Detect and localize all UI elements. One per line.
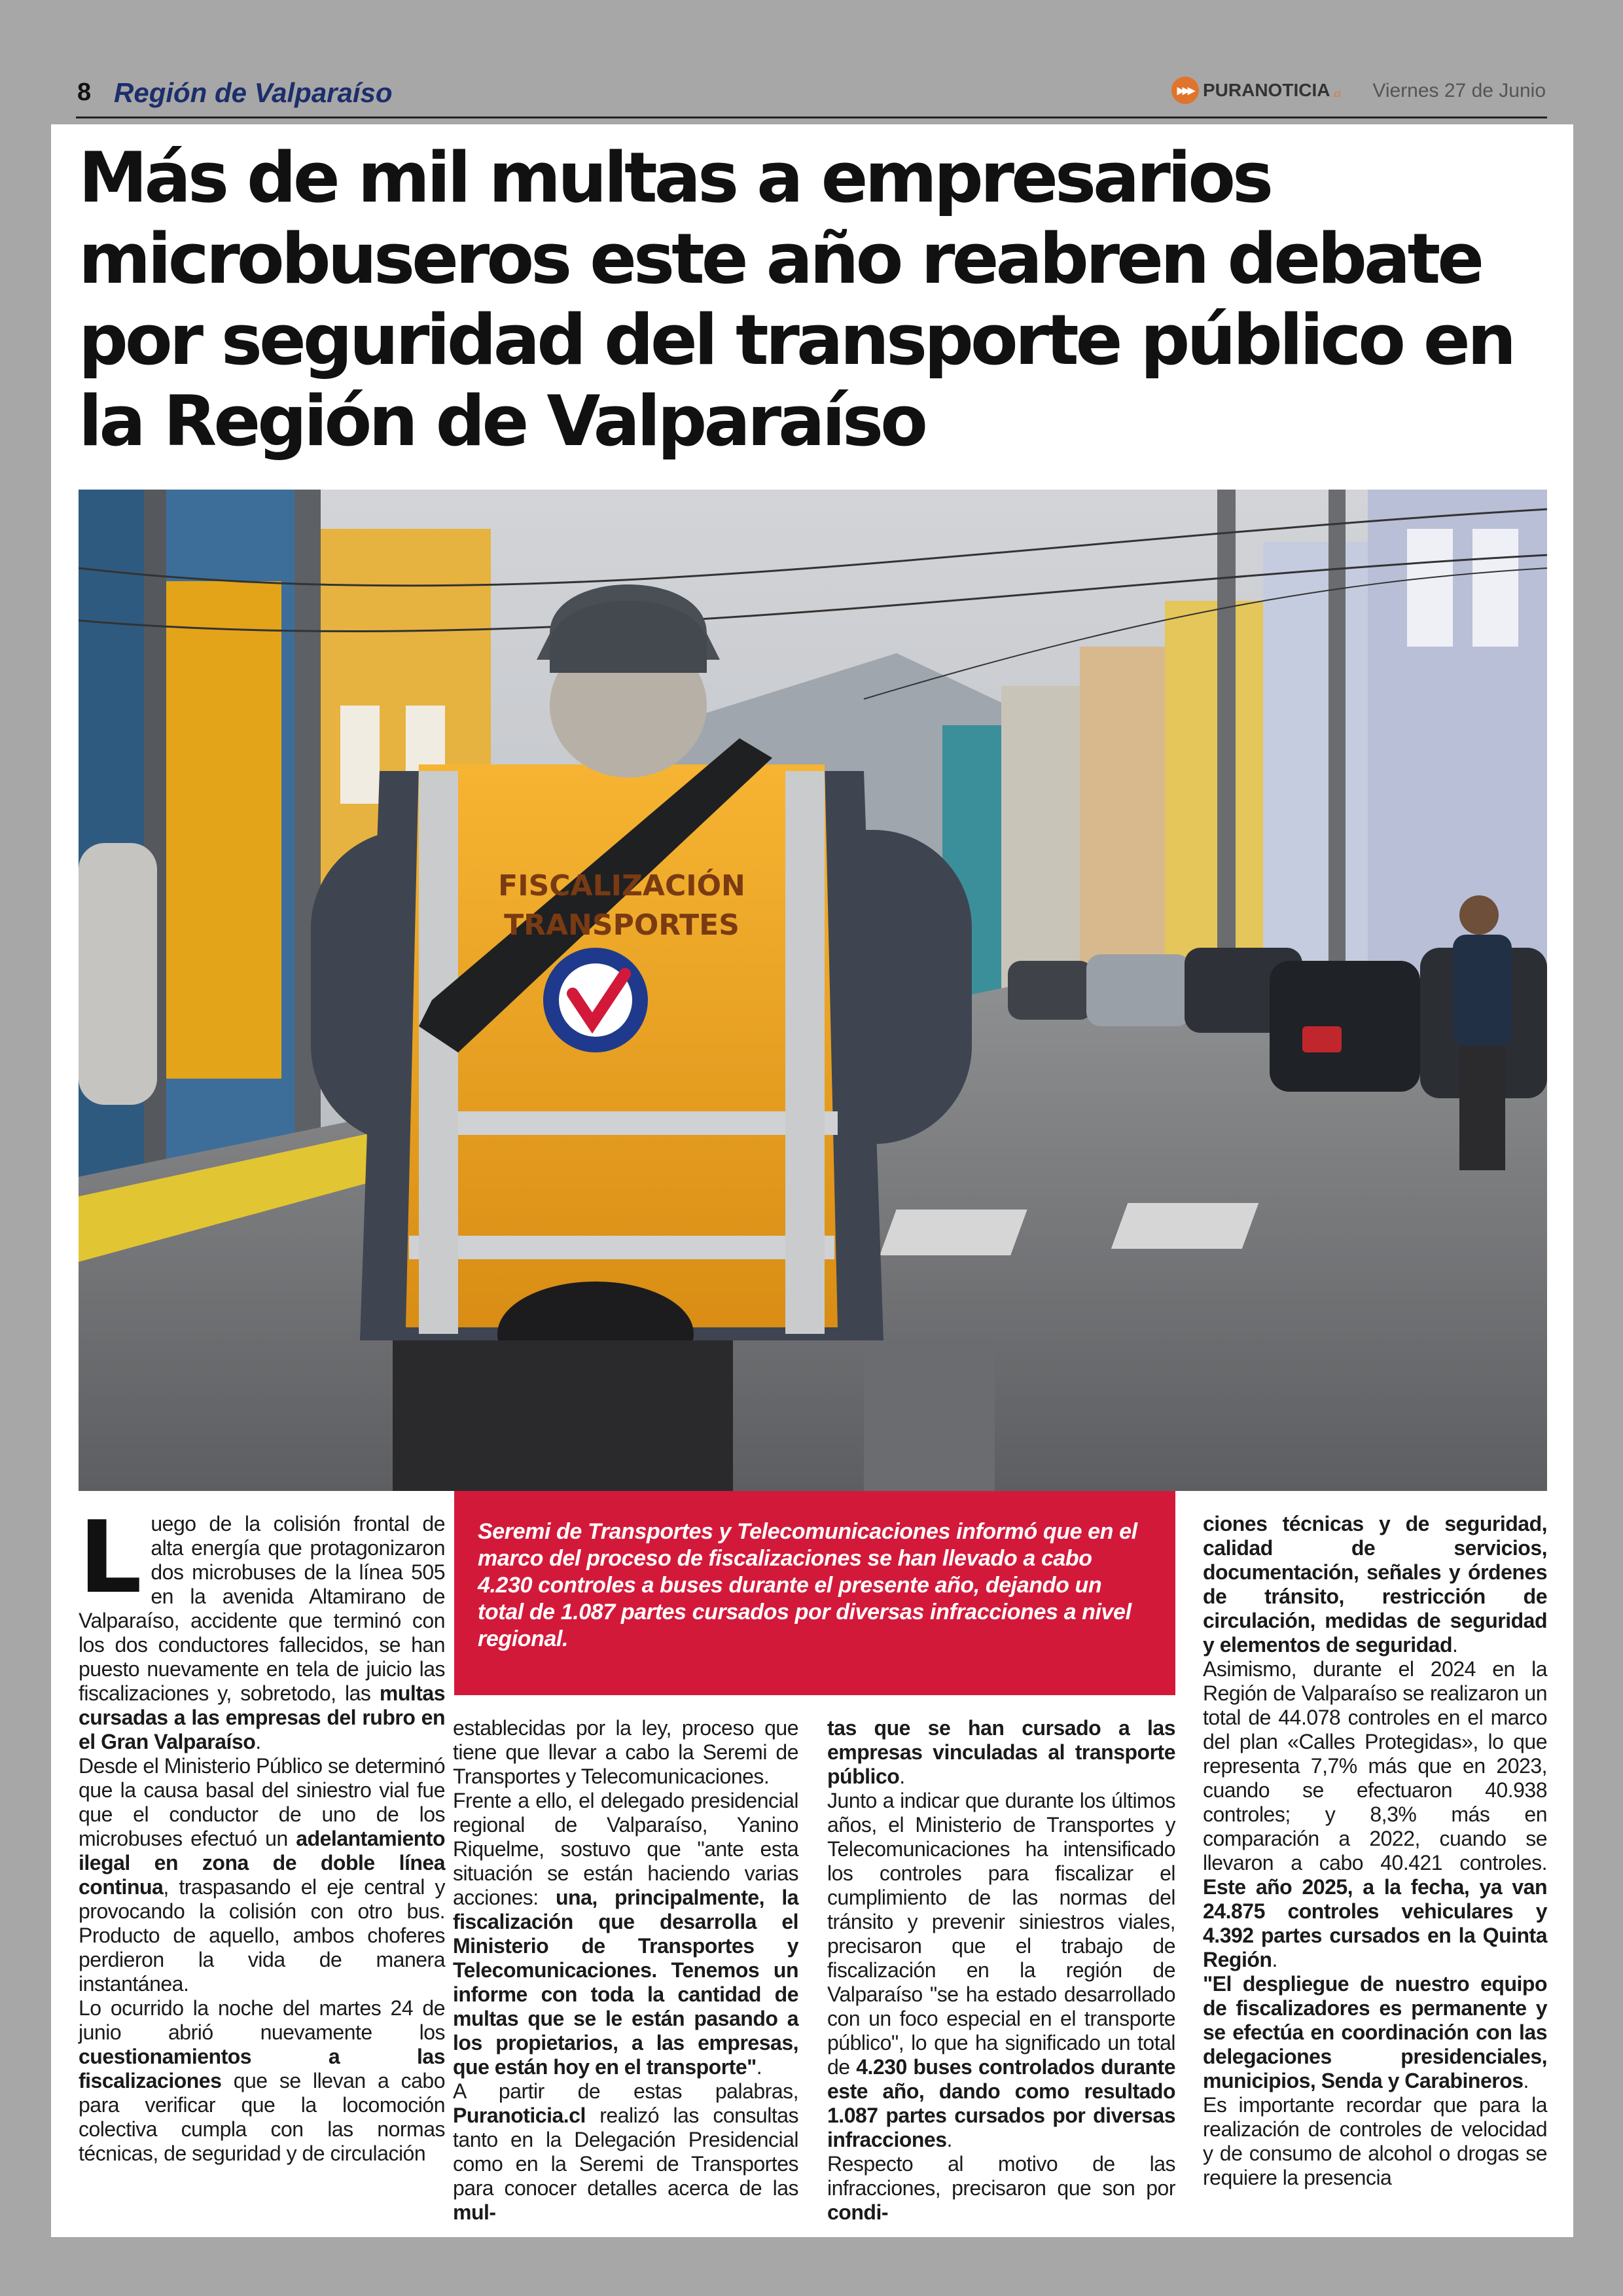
article-column-3	[827, 1716, 1175, 2225]
text-run: .	[1523, 2069, 1529, 2092]
article-paragraph	[79, 1996, 445, 2166]
text-run: .	[756, 2055, 762, 2079]
page-header	[76, 72, 1547, 118]
article-paragraph	[827, 1789, 1175, 2152]
text-run: Desde el Ministerio Público se determinó que la causa basal del siniestro vial fue que el conductor de uno de los microbuses efectuó un	[79, 1754, 445, 1850]
text-run: Asimismo, durante el 2024 en la Región de Valparaíso se realizaron un total de 44.078 controles en el marco del plan «Calles Protegidas», lo que representa 7,7% más que en 2023, cuando se efectuaron 40.938 controles; y 8,3% más en comparación a 2022, cuando se llevaron a cabo 40.421 controles.	[1203, 1657, 1547, 1874]
article-paragraph	[453, 2079, 798, 2225]
text-run: Frente a ello, el delegado presidencial regional de Valparaíso, Yanino Riquelme, sostuvo que "ante esta situación se están haciendo varias acciones:	[453, 1789, 798, 1909]
article-paragraph	[827, 1716, 1175, 1789]
brand-name: PURANOTICIA	[1203, 80, 1330, 100]
text-run: A partir de estas palabras,	[453, 2079, 798, 2103]
bold-text-run: 4.230 buses controlados durante este año, dando como resultado 1.087 partes cursados por diversas infracciones	[827, 2055, 1175, 2151]
play-arrows-icon: ▸▸▸	[1171, 77, 1199, 104]
article-headline: Más de mil multas a empresarios microbuseros este año reabren debate por seguridad del transporte público en la Región de Valparaíso	[79, 137, 1514, 461]
bold-text-run: cuestionamientos a las fiscalizaciones	[79, 2045, 445, 2092]
article-paragraph	[1203, 1512, 1547, 1657]
text-run: Junto a indicar que durante los últimos años, el Ministerio de Transportes y Telecomunicaciones ha intensificado los controles para fiscalizar el cumplimiento de las normas del tránsito y prevenir siniestros viales, precisaron que el trabajo de fiscalización en la región de Valparaíso "se ha estado desarrollado con un foco especial en el transporte público", lo que ha significado un total de	[827, 1789, 1175, 2079]
section-name: Región de Valparaíso	[114, 77, 393, 108]
article-photo	[79, 490, 1547, 1491]
issue-date: Viernes 27 de Junio	[1372, 80, 1546, 101]
text-run: Lo ocurrido la noche del martes 24 de junio abrió nuevamente los	[79, 1996, 445, 2044]
highlight-caption: Seremi de Transportes y Telecomunicaciones informó que en el marco del proceso de fiscalizaciones se han llevado a cabo 4.230 controles a buses durante el presente año, dejando un total de 1.087 partes cursados por diversas infracciones a nivel regional.	[478, 1519, 1137, 1651]
text-run: Es importante recordar que para la realización de controles de velocidad y de consumo de alcohol o drogas se requiere la presencia	[1203, 2093, 1547, 2189]
article-paragraph	[1203, 1657, 1547, 1972]
brand-logo[interactable]	[1171, 76, 1340, 105]
bold-text-run: Puranoticia.cl	[453, 2104, 586, 2127]
bold-text-run: multas cursadas a las empresas del rubro en el Gran Valparaíso	[79, 1681, 445, 1753]
bold-text-run: ciones técnicas y de seguridad, calidad de servicios, documentación, señales y órdenes de tránsito, restricción de circulación, medidas de seguridad y elementos de seguridad	[1203, 1512, 1547, 1657]
article-column-2	[453, 1716, 798, 2225]
bold-text-run: condi-	[827, 2200, 888, 2224]
article-page	[51, 124, 1573, 2237]
article-paragraph	[453, 1716, 798, 1789]
text-run: establecidas por la ley, proceso que tiene que llevar a cabo la Seremi de Transportes y Telecomunicaciones.	[453, 1716, 798, 1788]
article-paragraph	[453, 1789, 798, 2079]
bold-text-run: adelantamiento ilegal en zona de doble línea continua	[79, 1827, 445, 1899]
text-run: .	[946, 2128, 952, 2151]
drop-cap: L	[79, 1499, 142, 1615]
bold-text-run: Este año 2025, a la fecha, ya van 24.875 controles vehiculares y 4.392 partes cursados en la Quinta Región	[1203, 1875, 1547, 1971]
bold-text-run: mul-	[453, 2200, 496, 2224]
text-run: .	[1272, 1948, 1277, 1971]
text-run: .	[899, 1765, 905, 1788]
article-column-4	[1203, 1512, 1547, 2190]
bold-text-run: una, principalmente, la fiscalización que desarrolla el Ministerio de Transportes y Telecomunicaciones. Tenemos un informe con toda la cantidad de multas que se le están pasando a los propietarios, a las empresas, que están hoy en el transporte"	[453, 1886, 798, 2079]
article-paragraph	[1203, 2093, 1547, 2190]
text-run: Respecto al motivo de las infracciones, precisaron que son por	[827, 2152, 1175, 2200]
brand-suffix: .cl	[1331, 88, 1341, 99]
article-paragraph	[79, 1754, 445, 1996]
bold-text-run: "El despliegue de nuestro equipo de fiscalizadores es permanente y se efectúa en coordinación con las delegaciones presidenciales, municipios, Senda y Carabineros	[1203, 1972, 1547, 2092]
highlight-caption-box	[454, 1491, 1175, 1695]
vest-text-line2: TRANSPORTES	[504, 908, 740, 942]
text-run: , traspasando el eje central y provocando la colisión con otro bus. Producto de aquello, ambos choferes perdieron la vida de manera instantánea.	[79, 1875, 445, 1996]
article-column-1	[79, 1499, 445, 2166]
text-run: uego de la colisión frontal de alta energía que protagonizaron dos microbuses de la línea 505 en la avenida Altamirano de Valparaíso, accidente que terminó con los dos conductores fallecidos, se han puesto nuevamente en tela de juicio las fiscalizaciones y, sobretodo, las	[79, 1512, 445, 1705]
text-run: .	[1452, 1633, 1458, 1657]
text-run: .	[255, 1730, 261, 1753]
article-paragraph	[1203, 1972, 1547, 2093]
page-number: 8	[77, 79, 92, 106]
bold-text-run: tas que se han cursado a las empresas vinculadas al transporte público	[827, 1716, 1175, 1788]
vest-text-line1: FISCALIZACIÓN	[498, 869, 745, 903]
text-run: que se llevan a cabo para verificar que la locomoción colectiva cumpla con las normas técnicas, de seguridad y de circulación	[79, 2069, 445, 2165]
article-paragraph	[827, 2152, 1175, 2225]
text-run: realizó las consultas tanto en la Delegación Presidencial como en la Seremi de Transportes para conocer detalles acerca de las	[453, 2104, 798, 2200]
